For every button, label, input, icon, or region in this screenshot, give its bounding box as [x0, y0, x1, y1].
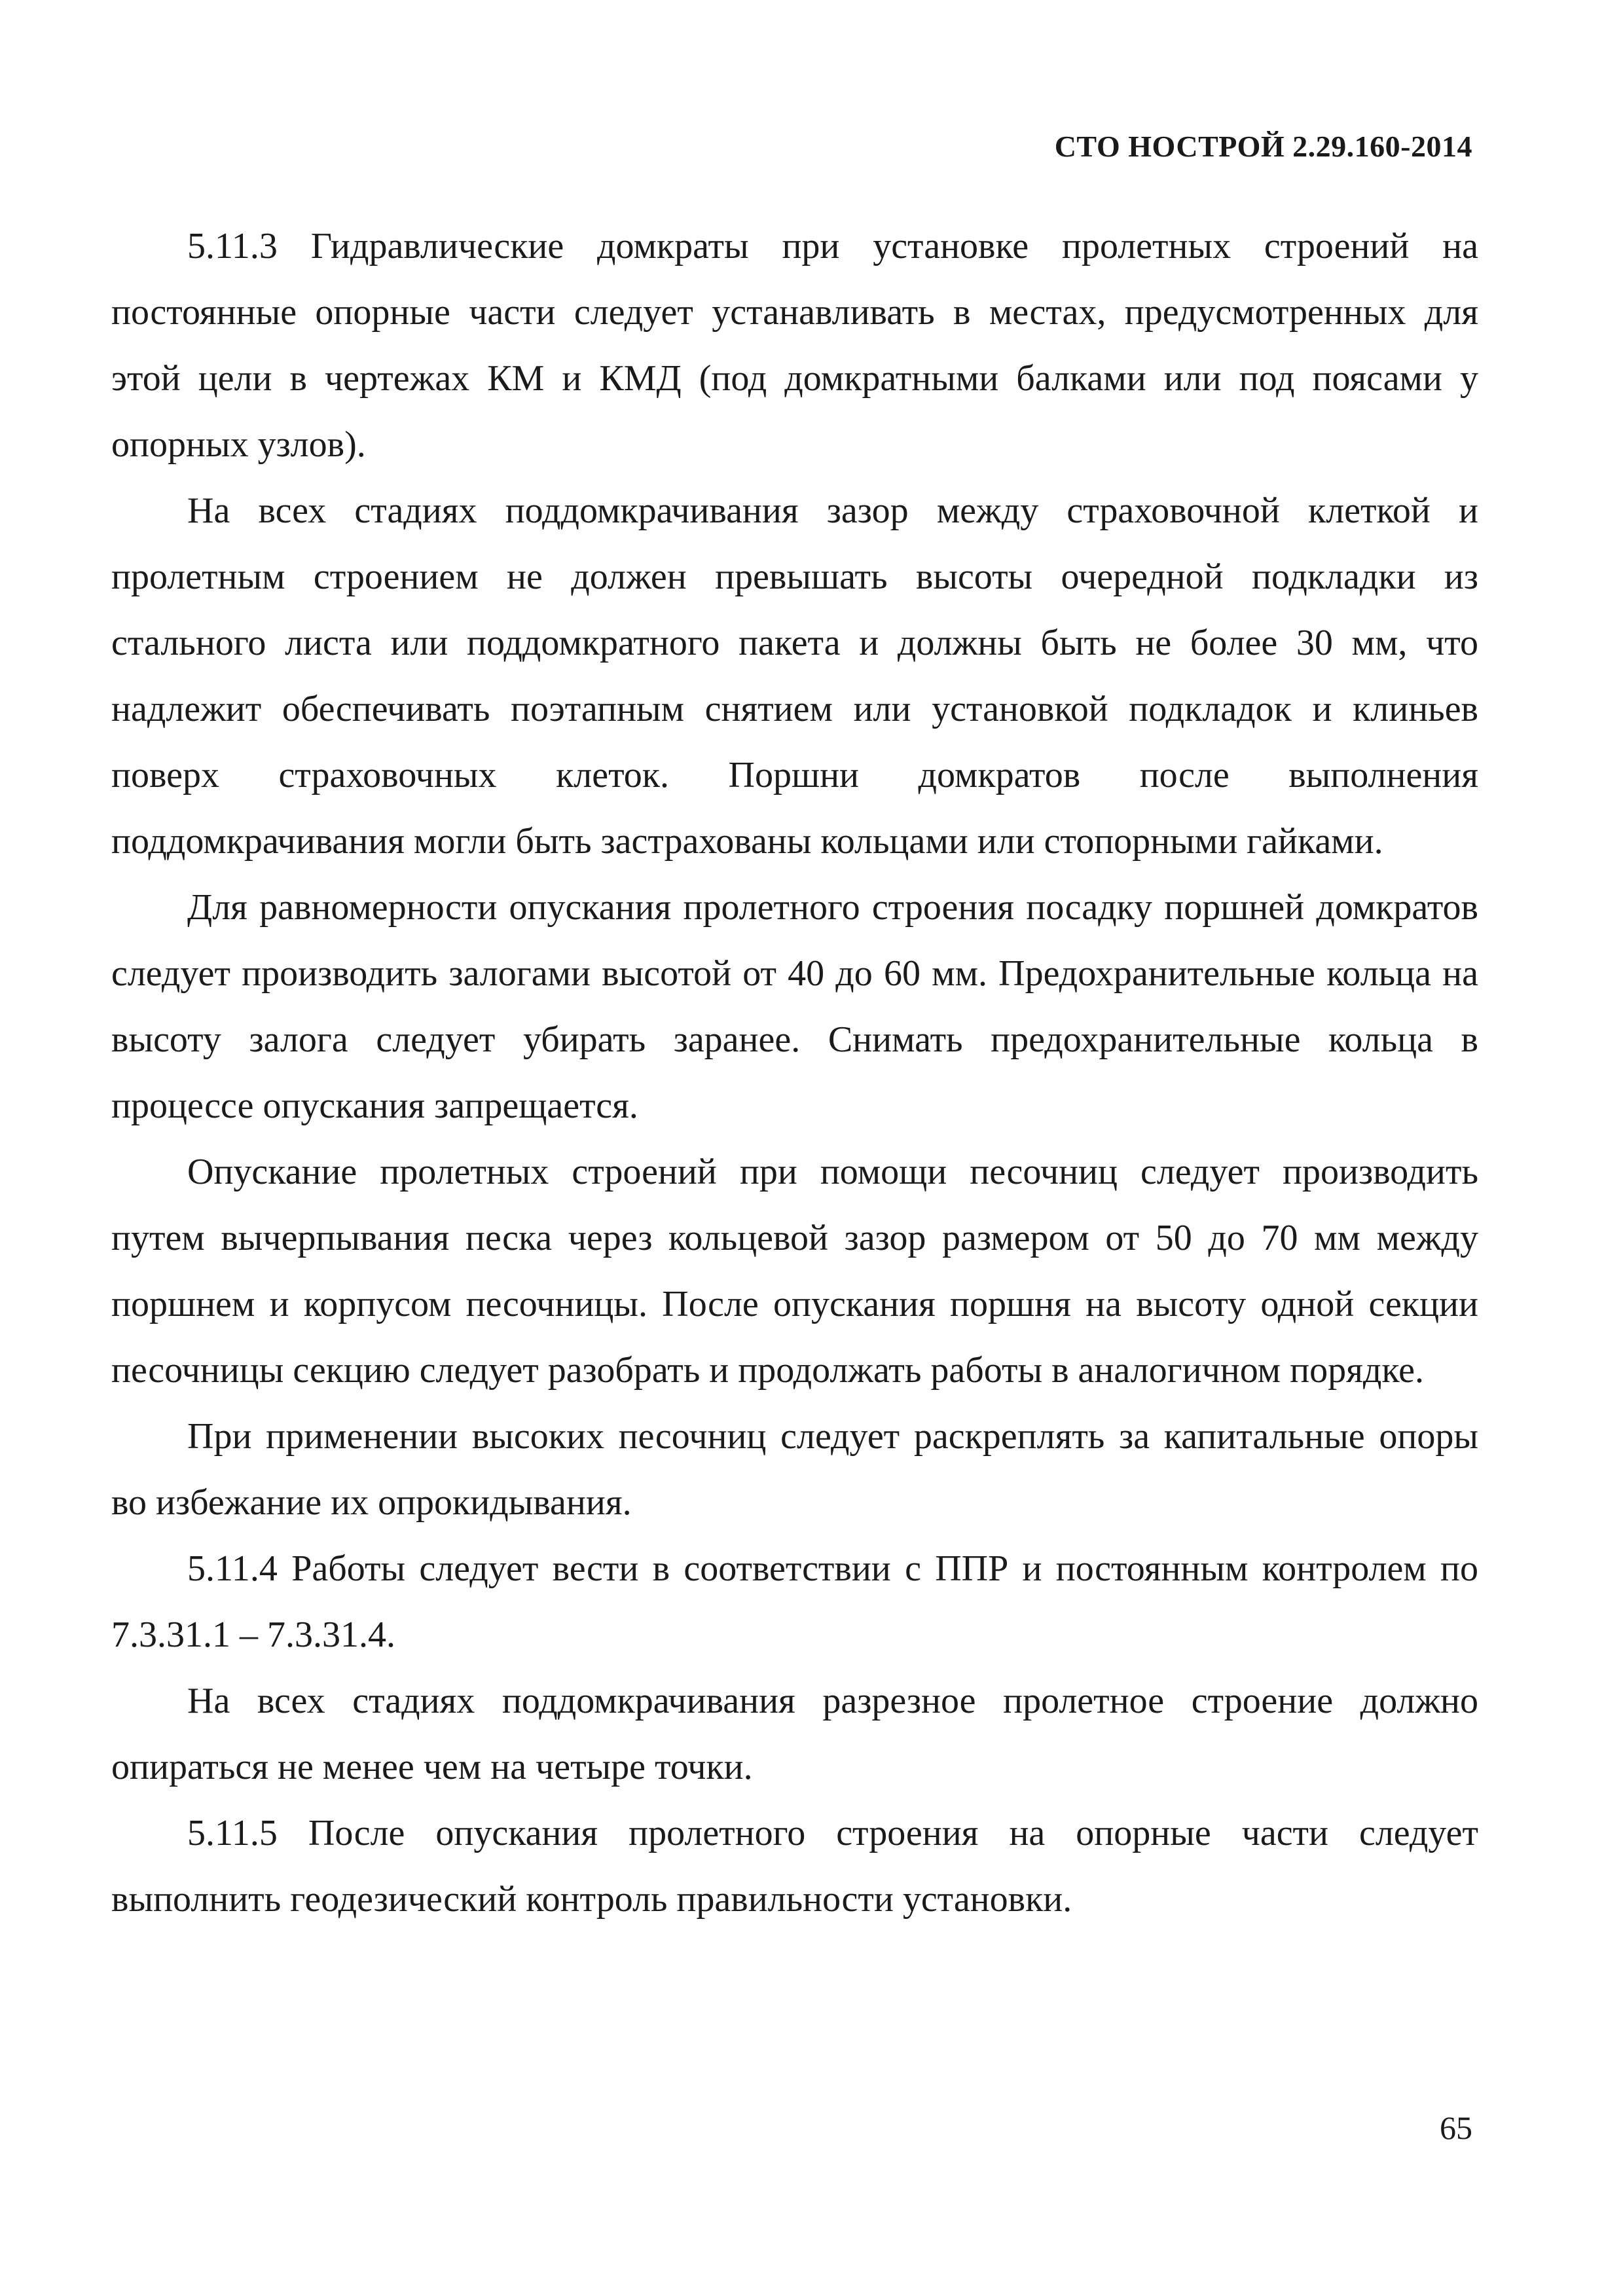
paragraph-jacking-clearance: На всех стадиях поддомкрачивания зазор между страховочной клеткой и пролетным строением не должен превышать высоты очередной подкладки из стального листа или поддомкратного пакета и должны быть не более 30 мм, что надлежит обеспечивать поэтапным снятием или установкой подкладок и клиньев поверх страховочных клеток. Поршни домкратов после выполнения поддомкрачивания могли быть застрахованы кольцами или стопорными гайками. [111, 490, 1478, 862]
paragraph-5-11-3: 5.11.3 Гидравлические домкраты при установке пролетных строений на постоянные опорные части следует устанавливать в местах, предусмотренных для этой цели в чертежах КМ и КМД (под домкратными балками или под поясами у опорных узлов). [111, 226, 1478, 465]
paragraph-5-11-4: 5.11.4 Работы следует вести в соответствии с ППР и постоянным контролем по 7.3.31.1 – 7.3.31.4. [111, 1548, 1478, 1655]
document-body [111, 213, 1478, 1933]
paragraph-support-points: На всех стадиях поддомкрачивания разрезное пролетное строение должно опираться не менее чем на четыре точки. [111, 1681, 1478, 1787]
page-number: 65 [1440, 2109, 1472, 2146]
paragraph-sand-boxes: Опускание пролетных строений при помощи песочниц следует производить путем вычерпывания песка через кольцевой зазор размером от 50 до 70 мм между поршнем и корпусом песочницы. После опускания поршня на высоту одной секции песочницы секцию следует разобрать и продолжать работы в аналогичном порядке. [111, 1152, 1478, 1391]
paragraph-lowering-uniformity: Для равномерности опускания пролетного строения посадку поршней домкратов следует производить залогами высотой от 40 до 60 мм. Предохранительные кольца на высоту залога следует убирать заранее. Снимать предохранительные кольца в процессе опускания запрещается. [111, 887, 1478, 1126]
document-code-header: СТО НОСТРОЙ 2.29.160-2014 [1054, 130, 1472, 163]
paragraph-high-sand-boxes: При применении высоких песочниц следует раскреплять за капитальные опоры во избежание их опрокидывания. [111, 1416, 1478, 1523]
paragraph-5-11-5: 5.11.5 После опускания пролетного строения на опорные части следует выполнить геодезический контроль правильности установки. [111, 1813, 1478, 1920]
